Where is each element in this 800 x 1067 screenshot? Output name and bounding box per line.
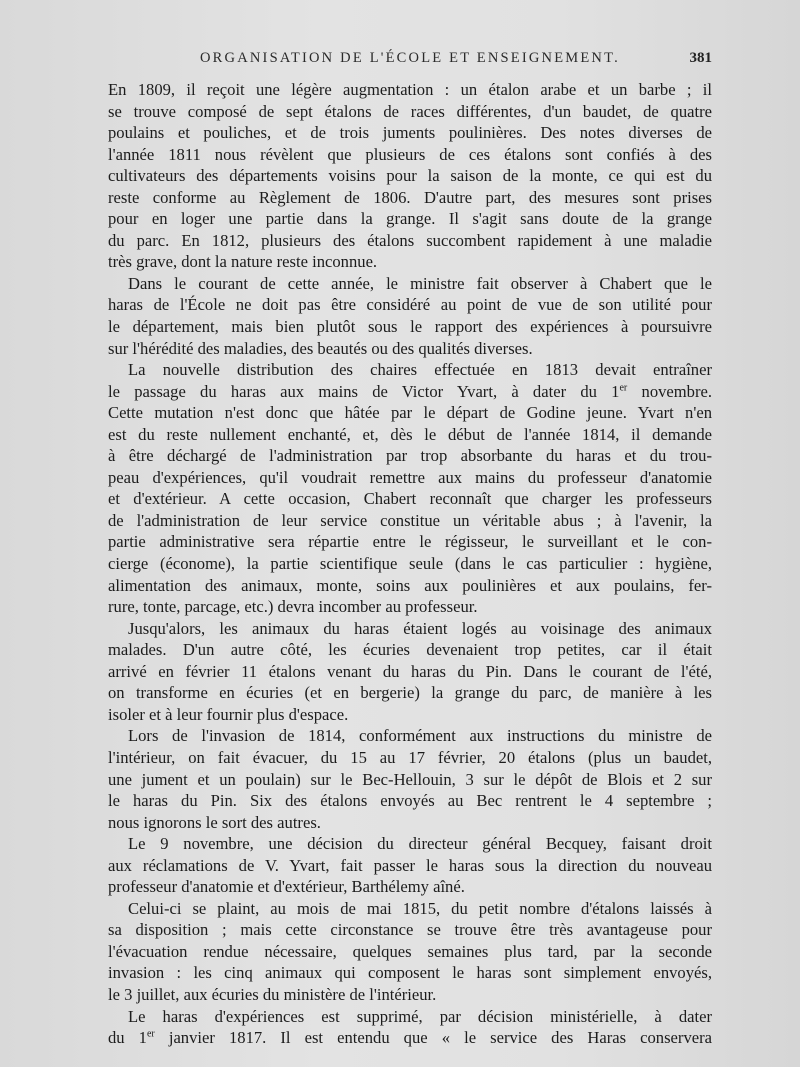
text-line: malades. D'un autre côté, les écuries devenaient trop petites, car il était xyxy=(108,640,712,660)
text-line: est du reste nullement enchanté, et, dès le début de l'année 1814, il demande xyxy=(108,424,712,444)
paragraph xyxy=(108,1006,712,1049)
text-line: une jument et un poulain) sur le Bec-Hellouin, 3 sur le dépôt de Blois et 2 sur xyxy=(108,769,712,789)
text-line: le passage du haras aux mains de Victor Yvart, à dater du 1er novembre. xyxy=(108,381,713,401)
text-line: le département, mais bien plutôt sous le rapport des expériences à poursuivre xyxy=(108,317,712,337)
text-line: poulains et pouliches, et de trois juments poulinières. Des notes diverses de xyxy=(108,123,712,143)
text-line: haras de l'École ne doit pas être considéré au point de vue de son utilité pour xyxy=(108,295,712,315)
text-line: Jusqu'alors, les animaux du haras étaient logés au voisinage des animaux xyxy=(128,618,712,638)
text-line: du parc. En 1812, plusieurs des étalons succombent rapidement à une maladie xyxy=(108,230,712,250)
text-line: Dans le courant de cette année, le ministre fait observer à Chabert que le xyxy=(128,273,712,293)
text-line: invasion : les cinq animaux qui composent le haras sont simplement envoyés, xyxy=(108,963,712,983)
paragraph xyxy=(108,898,712,1006)
text-line: l'évacuation rendue nécessaire, quelques semaines plus tard, par la seconde xyxy=(108,941,712,961)
text-line: En 1809, il reçoit une légère augmentation : un étalon arabe et un barbe ; il xyxy=(108,80,712,99)
paragraph xyxy=(108,273,712,359)
text-line: La nouvelle distribution des chaires effectuée en 1813 devait entraîner xyxy=(128,360,712,380)
text-line: Le haras d'expériences est supprimé, par décision ministérielle, à dater xyxy=(128,1006,712,1026)
text-line: le haras du Pin. Six des étalons envoyés au Bec rentrent le 4 septembre ; xyxy=(108,791,712,811)
text-line: de l'administration de leur service constitue un véritable abus ; à l'avenir, la xyxy=(108,510,712,530)
text-line: le 3 juillet, aux écuries du ministère de l'intérieur. xyxy=(108,984,437,1004)
paragraph xyxy=(108,725,712,833)
text-line: sa disposition ; mais cette circonstance se trouve être très avantageuse pour xyxy=(108,920,712,940)
running-head: ORGANISATION DE L'ÉCOLE ET ENSEIGNEMENT. xyxy=(200,50,620,66)
text-line: l'intérieur, on fait évacuer, du 15 au 17 février, 20 étalons (plus un baudet, xyxy=(108,747,712,767)
text-line: l'année 1811 nous révèlent que plusieurs de ces étalons sont confiés à des xyxy=(108,144,712,164)
text-line: pour en loger une partie dans la grange. Il s'agit sans doute de la grange xyxy=(108,209,712,229)
text-line: Lors de l'invasion de 1814, conformément aux instructions du ministre de xyxy=(128,726,712,746)
text-line: peau d'expériences, qu'il voudrait remettre aux mains du professeur d'anatomie xyxy=(108,467,712,487)
text-line: à être déchargé de l'administration par trop absorbante du haras et du trou- xyxy=(108,446,712,466)
text-line: cierge (économe), la partie scientifique seule (dans le cas particulier : hygiène, xyxy=(108,554,712,574)
text-line: rure, tonte, parcage, etc.) devra incomber au professeur. xyxy=(108,597,478,617)
text-line: Cette mutation n'est donc que hâtée par le départ de Godine jeune. Yvart n'en xyxy=(108,403,712,423)
text-line: se trouve composé de sept étalons de races différentes, d'un baudet, de quatre xyxy=(108,101,712,121)
text-line: partie administrative sera répartie entre le régisseur, le surveillant et le con- xyxy=(108,532,712,552)
text-line: du 1er janvier 1817. Il est entendu que « le service des Haras conservera xyxy=(108,1028,712,1048)
paragraph xyxy=(108,79,712,273)
text-line: on transforme en écuries (et en bergerie) la grange du parc, de manière à les xyxy=(108,683,712,703)
text-line: alimentation des animaux, monte, soins aux poulinières et aux poulains, fer- xyxy=(108,575,712,595)
text-line: Le 9 novembre, une décision du directeur général Becquey, faisant droit xyxy=(128,834,712,854)
text-line: sur l'hérédité des maladies, des beautés ou des qualités diverses. xyxy=(108,338,533,358)
text-line: arrivé en février 11 étalons venant du haras du Pin. Dans le courant de l'été, xyxy=(108,661,712,681)
text-line: reste conforme au Règlement de 1806. D'autre part, des mesures sont prises xyxy=(108,187,712,207)
paragraph xyxy=(108,359,712,618)
text-line: cultivateurs des départements voisins pour la saison de la monte, ce qui est du xyxy=(108,166,712,186)
page-header xyxy=(108,50,712,74)
body-text xyxy=(108,79,712,1049)
text-line: nous ignorons le sort des autres. xyxy=(108,812,321,832)
text-line: professeur d'anatomie et d'extérieur, Barthélemy aîné. xyxy=(108,877,465,897)
text-line: isoler et à leur fournir plus d'espace. xyxy=(108,704,349,724)
page-number: 381 xyxy=(689,50,712,66)
text-line: et d'extérieur. A cette occasion, Chabert reconnaît que charger les professeurs xyxy=(108,489,712,509)
paragraph xyxy=(108,833,712,898)
text-line: Celui-ci se plaint, au mois de mai 1815, du petit nombre d'étalons laissés à xyxy=(128,898,712,918)
paragraph xyxy=(108,618,712,726)
text-line: très grave, dont la nature reste inconnue. xyxy=(108,252,378,272)
text-line: aux réclamations de V. Yvart, fait passer le haras sous la direction du nouveau xyxy=(108,855,712,875)
